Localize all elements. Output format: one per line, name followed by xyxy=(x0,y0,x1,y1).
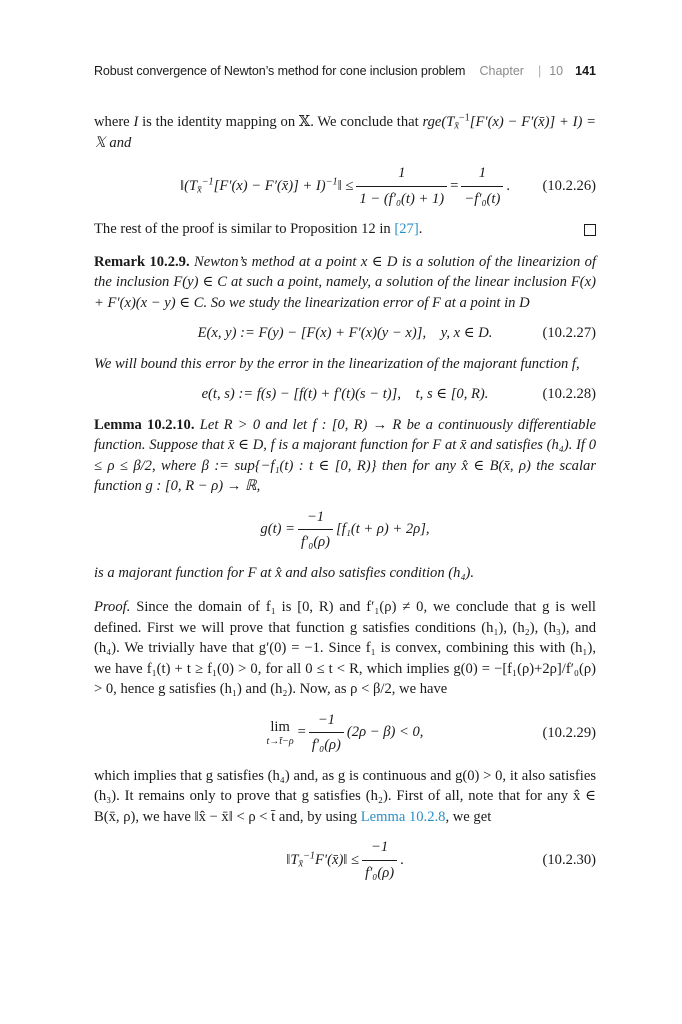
text-span: is a majorant function for F at x̂ and also satisfies condition (h₄). xyxy=(94,564,475,581)
math-T: (T xyxy=(441,114,455,130)
equation-period: . xyxy=(400,851,404,868)
equation-period: . xyxy=(506,177,510,194)
text-span: The rest of the proof is similar to Proposition 12 in xyxy=(94,221,395,237)
qed-box-icon xyxy=(584,224,596,236)
fraction-denominator: f′₀(ρ) xyxy=(362,860,397,884)
math-text: ‖ ≤ xyxy=(337,177,354,194)
limit-subscript: t→t̄−ρ xyxy=(266,735,294,747)
citation-link[interactable]: [27] xyxy=(394,221,419,237)
equation-10-2-30 xyxy=(94,837,596,883)
equation-number: (10.2.30) xyxy=(542,851,596,868)
math-I: I xyxy=(133,114,139,130)
equation-10-2-29 xyxy=(94,710,596,756)
math-rge: rge xyxy=(422,114,442,130)
proof-paragraph xyxy=(94,597,596,700)
lemma-paragraph xyxy=(94,415,596,497)
text-span: is the identity mapping on 𝕏. We conclude that xyxy=(138,114,423,130)
equation-g-definition xyxy=(94,507,596,553)
fraction xyxy=(362,837,397,883)
chapter-label: Chapter xyxy=(479,64,524,78)
text-span: . xyxy=(418,221,423,237)
fraction xyxy=(298,507,333,553)
paragraph-identity-mapping xyxy=(94,112,596,153)
lemma-label: Lemma 10.2.10. xyxy=(94,416,195,433)
equation-10-2-28 xyxy=(94,384,596,405)
running-header xyxy=(94,64,596,84)
math-text: [F′(x) − F′(x̄)] + I) xyxy=(213,177,326,194)
equation-lhs xyxy=(180,176,353,197)
page-body xyxy=(94,112,596,893)
fraction-numerator: −1 xyxy=(317,711,335,728)
equation-rhs: [f₁(t + ρ) + 2ρ], xyxy=(336,521,430,538)
equation-number: (10.2.27) xyxy=(542,325,596,341)
page-number: 141 xyxy=(575,64,596,78)
paragraph-conditions xyxy=(94,766,596,828)
fraction xyxy=(309,710,344,756)
equation-10-2-27 xyxy=(94,323,596,344)
fraction-numerator: −1 xyxy=(371,839,389,855)
text-span: where xyxy=(94,114,134,130)
equation-content: e(t, s) := f(s) − [f(t) + f′(t)(s − t)], t, s ∈ [0, R). xyxy=(201,386,489,402)
text-span: , we get xyxy=(445,808,492,825)
fraction-numerator: 1 xyxy=(398,165,406,181)
equation-lhs xyxy=(286,850,359,871)
lemma-link[interactable]: Lemma 10.2.8 xyxy=(360,808,446,825)
proof-text: Since the domain of f₁ is [0, R) and f′₁(ρ) ≠ 0, we conclude that g is well defined. First we will prove that function g satisfies conditions (h₁), (h₂), (h₃), and (h₄). We trivially have that g′(0) = −1. Since f₁ is convex, combining this with (h₁), we have f₁(t) + t ≥ f₁(0) > 0, for all 0 ≤ t < R, which implies g(0) = −[f₁(ρ)+2ρ]/f′₀(ρ) > 0, hence g satisfies (h₁) and (h₂). Now, as ρ < β/2, we have xyxy=(94,599,596,697)
fraction-denominator: −f′₀(t) xyxy=(461,186,503,210)
math-sub-xbar: x̄ xyxy=(454,120,459,132)
equals-sign: = xyxy=(450,177,459,194)
running-title: Robust convergence of Newton’s method for cone inclusion problem xyxy=(94,64,466,78)
paragraph-lemma-conclusion xyxy=(94,563,596,584)
fraction-denominator: f′₀(ρ) xyxy=(309,732,344,756)
header-separator: | xyxy=(537,64,542,78)
equation-number: (10.2.26) xyxy=(542,177,596,194)
math-expression: [F′(x) − F′(x̄)] + I) = 𝕏 and xyxy=(94,114,596,151)
text-span: which implies that g satisfies (h₄) and, as g is continuous and g(0) > 0, it also satisfies (h₃). It remains only to prove that g satisfies (h₂). First of all, note that for any x̂ ∈ B(x̄, ρ), we have ‖x̂ − x̄‖ < ρ < t̄ and, by using xyxy=(94,767,596,825)
math-text: ‖(T xyxy=(180,177,198,194)
math-sup: −1 xyxy=(201,176,214,188)
math-sup: −1 xyxy=(302,850,315,862)
remark-paragraph xyxy=(94,252,596,314)
fraction xyxy=(356,163,447,209)
paragraph-proof-end xyxy=(94,219,596,240)
math-text: F′(x̄)‖ ≤ xyxy=(315,851,360,868)
fraction xyxy=(461,163,503,209)
limit-operator xyxy=(267,718,294,748)
math-sub-xbar: x̄ xyxy=(298,858,303,870)
text-span: We will bound this error by the error in the linearization of the majorant function f, xyxy=(94,355,580,372)
equation-content: E(x, y) := F(y) − [F(x) + F′(x)(y − x)], y, x ∈ D. xyxy=(197,325,493,341)
remark-label: Remark 10.2.9. xyxy=(94,253,190,270)
limit-text: lim xyxy=(270,718,290,735)
paragraph-majorant-intro xyxy=(94,354,596,375)
remark-text: Newton’s method at a point x ∈ D is a solution of the linearizion of the inclusion F(y) ∈ C at such a point, namely, a solution of the linear inclusion F(x) + F′(x)(x − y) ∈ C. So we study the linearization error of F at a point in D xyxy=(94,253,596,311)
fraction-numerator: 1 xyxy=(478,165,486,181)
math-sup: −1 xyxy=(325,176,338,188)
proof-label: Proof. xyxy=(94,599,131,615)
chapter-number: 10 xyxy=(549,64,564,78)
equation-lhs: g(t) = xyxy=(260,521,295,538)
equation-number: (10.2.28) xyxy=(542,386,596,402)
math-sub-xbar: x̄ xyxy=(197,184,202,196)
fraction-numerator: −1 xyxy=(306,508,325,525)
lemma-text: Let R > 0 and let f : [0, R) → R be a continuously differentiable function. Suppose that x̄ ∈ D, f is a majorant function for F at x̄ and satisfies (h₄). If 0 ≤ ρ ≤ β/2, where β := sup{−f₁(t) : t ∈ [0, R)} then for any x̂ ∈ B(x̄, ρ) the scalar function g : [0, R − ρ) → ℝ, xyxy=(94,416,597,494)
equals-sign: = xyxy=(297,724,306,741)
math-text: ‖T xyxy=(286,851,299,868)
fraction-denominator: f′₀(ρ) xyxy=(298,529,333,553)
equation-number: (10.2.29) xyxy=(542,724,596,741)
math-sup: −1 xyxy=(458,112,470,124)
equation-10-2-26 xyxy=(94,163,596,209)
equation-rhs: (2ρ − β) < 0, xyxy=(346,724,424,741)
fraction-denominator: 1 − (f′₀(t) + 1) xyxy=(356,186,447,210)
